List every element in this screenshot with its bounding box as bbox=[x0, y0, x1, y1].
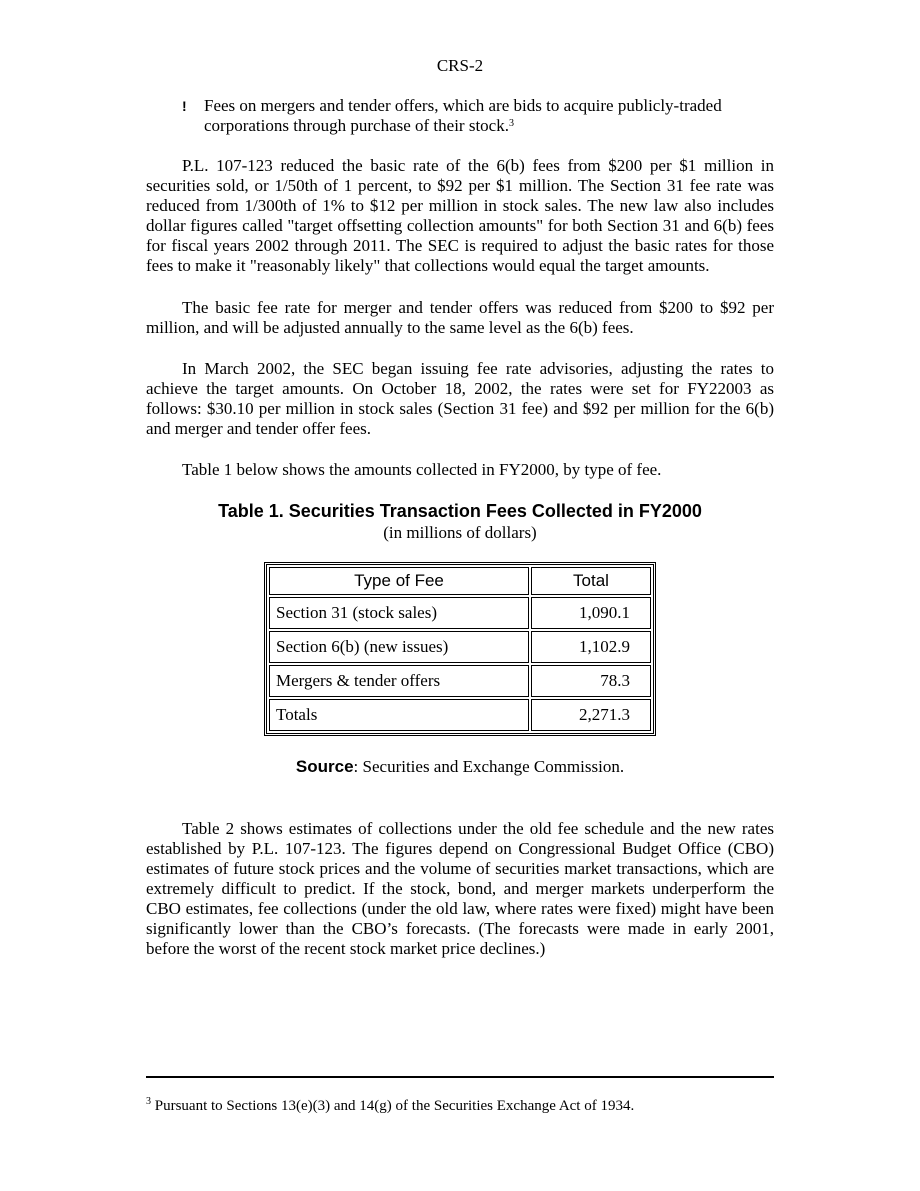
fee-type-cell: Section 31 (stock sales) bbox=[269, 597, 529, 629]
source-label: Source bbox=[295, 757, 354, 776]
paragraph-4: Table 1 below shows the amounts collected in FY2000, by type of fee. bbox=[182, 460, 662, 479]
footnote-ref[interactable]: 3 bbox=[508, 118, 514, 129]
table-row bbox=[269, 631, 651, 663]
footnote-divider bbox=[146, 1076, 774, 1078]
table-subtitle: (in millions of dollars) bbox=[383, 523, 537, 542]
fee-type-cell: Section 6(b) (new issues) bbox=[269, 631, 529, 663]
column-header-total: Total bbox=[531, 567, 651, 595]
fee-total-cell: 1,090.1 bbox=[531, 597, 651, 629]
bullet-item bbox=[182, 96, 742, 136]
table-title: Table 1. Securities Transaction Fees Collected in FY2000 bbox=[218, 501, 702, 521]
page-header: CRS-2 bbox=[436, 56, 484, 75]
paragraph-3: In March 2002, the SEC began issuing fee rate advisories, adjusting the rates to achieve the target amounts. On October 18, 2002, the rates were set for FY22003 as follows: $30.10 per million in stock sales (Section 31 fee) and $92 per million for the 6(b) and merger and tender offer fees. bbox=[146, 359, 774, 438]
bullet-text: Fees on mergers and tender offers, which are bids to acquire publicly-traded corporations through purchase of their stock.$^3$ bbox=[204, 96, 722, 135]
column-header-type: Type of Fee bbox=[269, 567, 529, 595]
fee-type-cell: Totals bbox=[269, 699, 529, 731]
table-row bbox=[269, 665, 651, 697]
paragraph-5: Table 2 shows estimates of collections under the old fee schedule and the new rates established by P.L. 107-123. The figures depend on Congressional Budget Office (CBO) estimates of future stock prices and the volume of securities market transactions, which are extremely difficult to predict. If the stock, bond, and merger markets underperform the CBO estimates, fee collections (under the old law, where rates were fixed) might have been significantly lower than the CBO’s forecasts. (The forecasts were made in early 2001, before the worst of the recent stock market price declines.) bbox=[146, 819, 774, 958]
bullet-mark: ! bbox=[182, 98, 187, 114]
source-text: : Securities and Exchange Commission. bbox=[353, 757, 625, 776]
table-header-row bbox=[269, 567, 651, 595]
table-source bbox=[0, 757, 920, 777]
paragraph-2: The basic fee rate for merger and tender offers was reduced from $200 to $92 per million, and will be adjusted annually to the same level as the 6(b) fees. bbox=[146, 298, 774, 337]
fee-total-cell: 78.3 bbox=[531, 665, 651, 697]
table-row bbox=[269, 597, 651, 629]
paragraph-1: P.L. 107-123 reduced the basic rate of the 6(b) fees from $200 per $1 million in securities sold, or 1/50th of 1 percent, to $92 per $1 million. The Section 31 fee rate was reduced from 1/300th of 1% to $12 per million in stock sales. The new law also includes dollar figures called "target offsetting collection amounts" for both Section 31 and 6(b) fees for fiscal years 2002 through 2011. The SEC is required to adjust the basic rates for those fees to make it "reasonably likely" that collections would equal the target amounts. bbox=[146, 156, 774, 275]
fee-total-cell: 2,271.3 bbox=[531, 699, 651, 731]
fee-type-cell: Mergers & tender offers bbox=[269, 665, 529, 697]
footnote bbox=[146, 1098, 774, 1115]
fee-total-cell: 1,102.9 bbox=[531, 631, 651, 663]
table-row-totals bbox=[269, 699, 651, 731]
footnote-text: Pursuant to Sections 13(e)(3) and 14(g) of the Securities Exchange Act of 1934. bbox=[151, 1098, 635, 1114]
fee-table bbox=[264, 562, 656, 736]
footnote-number: 3 bbox=[146, 1096, 151, 1107]
